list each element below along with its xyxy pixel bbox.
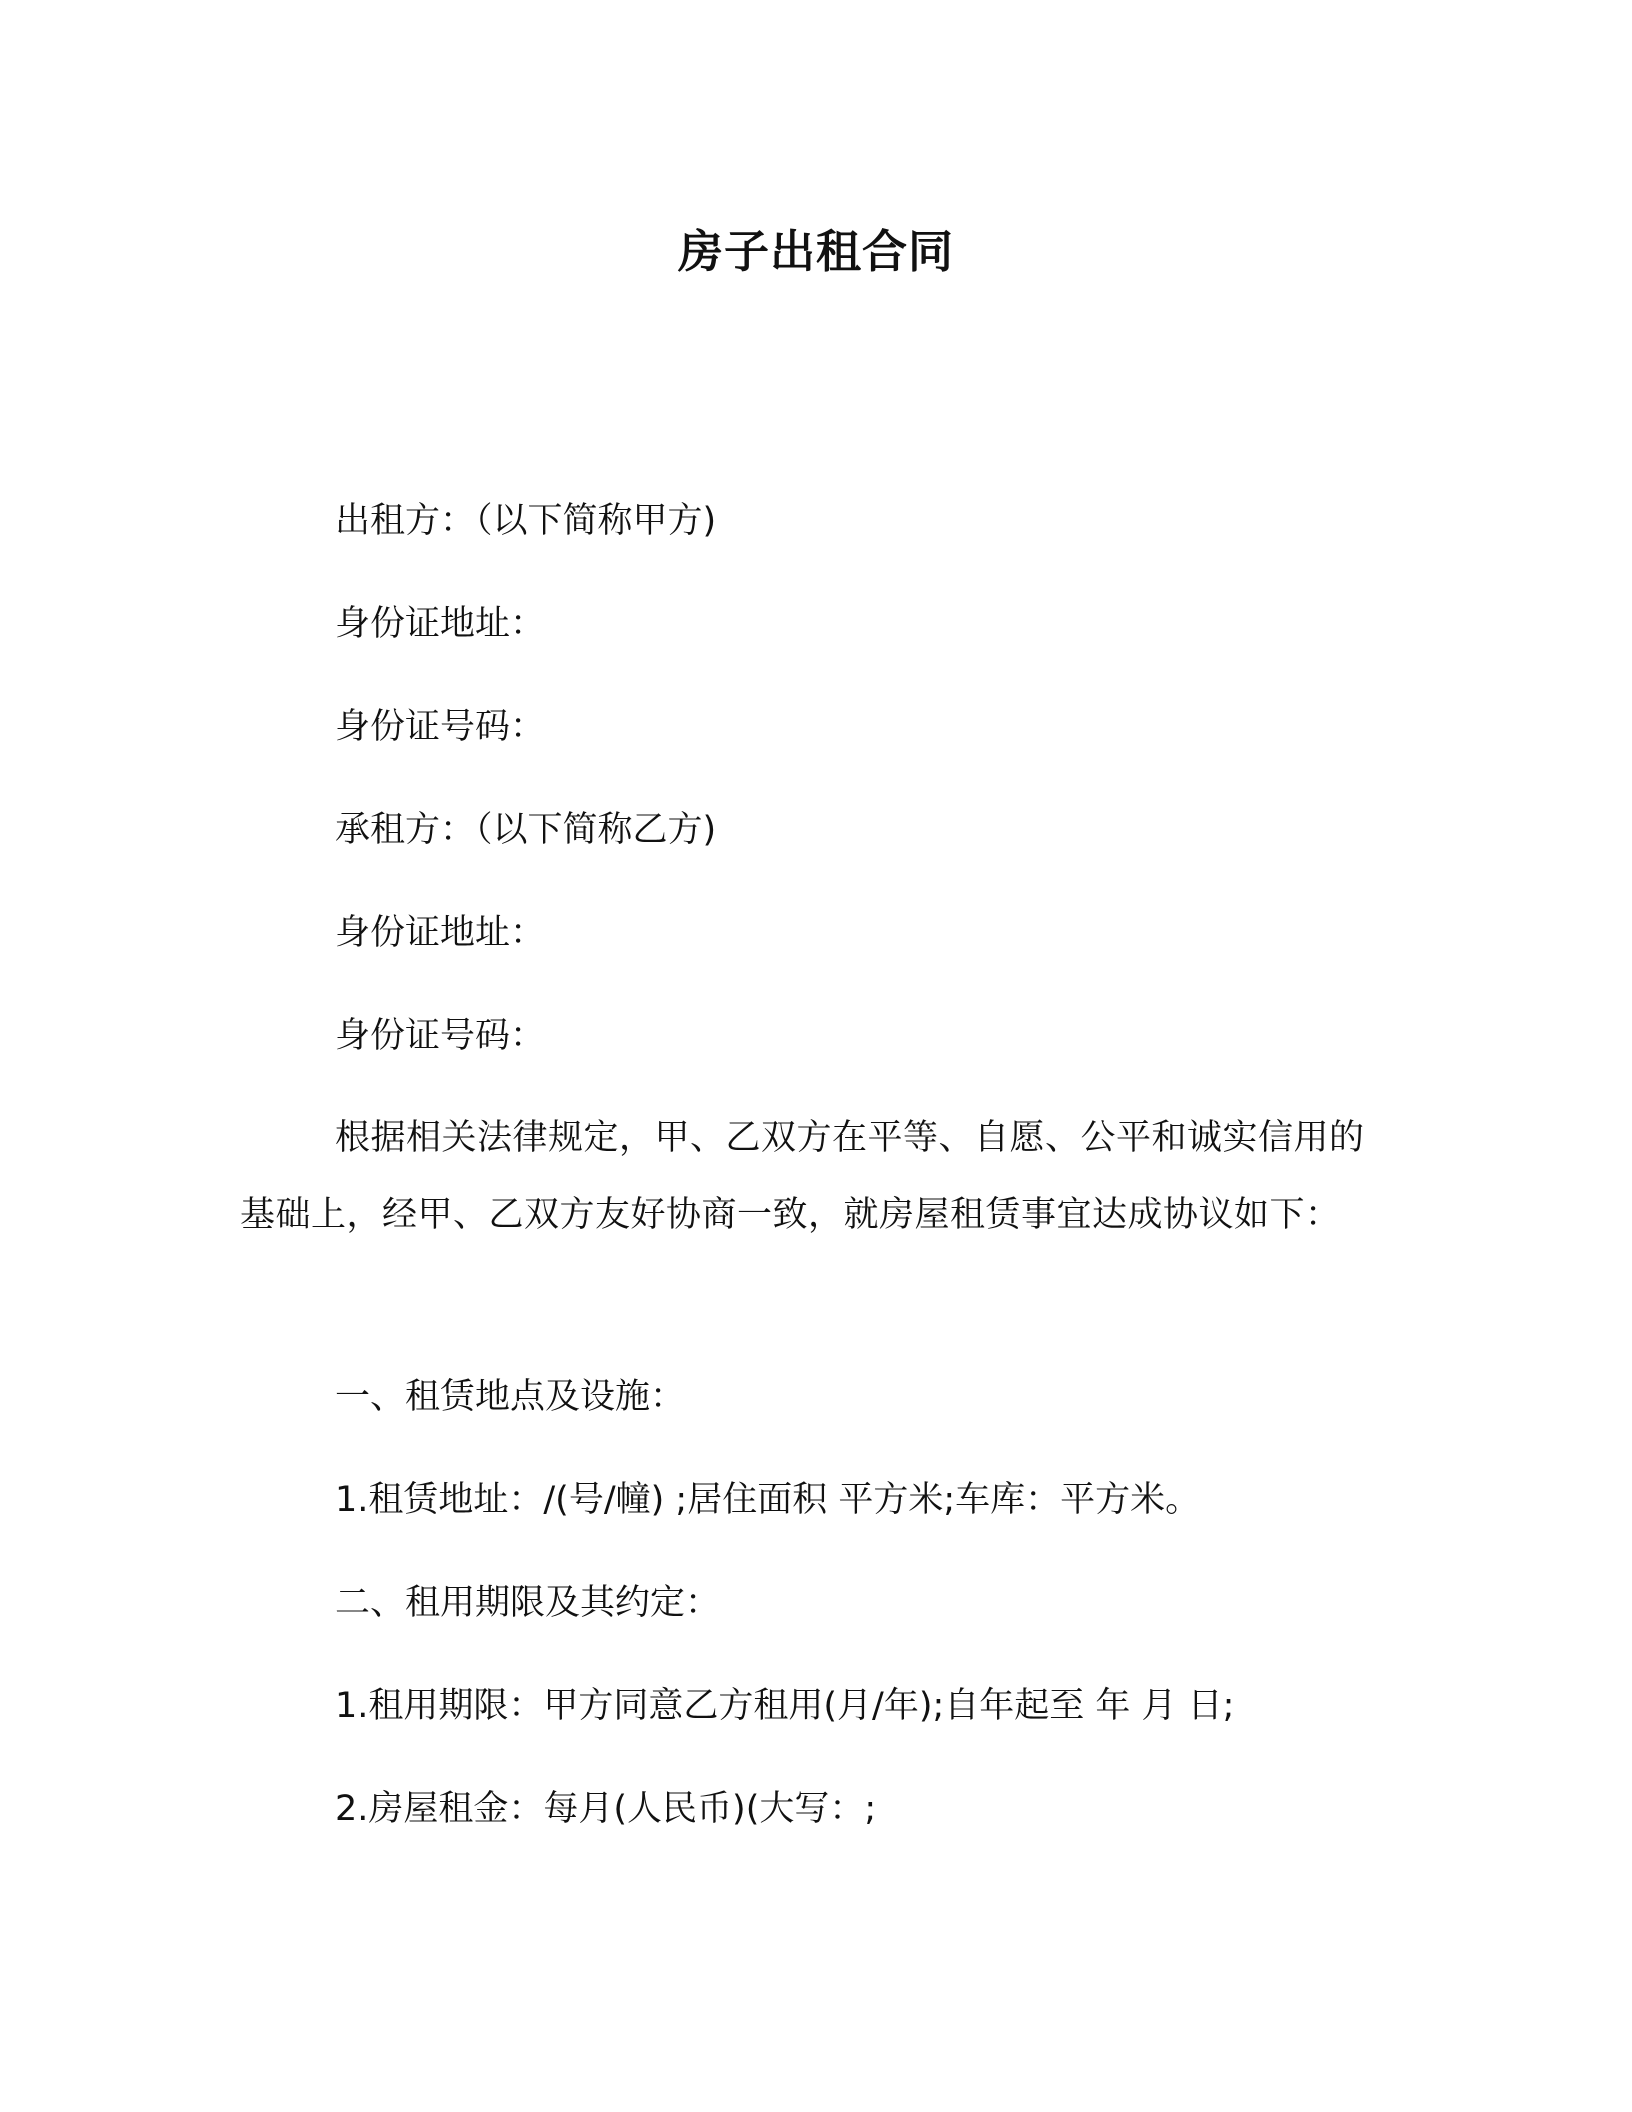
lessee-id-address-line: 身份证地址： [335, 913, 546, 953]
section2-item2: 2.房屋租金：每月(人民币)(大写：; [335, 1789, 877, 1829]
section1-item1: 1.租赁地址：/(号/幢) ;居住面积 平方米;车库：平方米。 [335, 1480, 1201, 1520]
section2-heading: 二、租用期限及其约定： [335, 1583, 721, 1623]
preamble-paragraph: 根据相关法律规定，甲、乙双方在平等、自愿、公平和诚实信用的基础上，经甲、乙双方友好协商一致，就房屋租赁事宜达成协议如下： [240, 1118, 1365, 1235]
section2-item1: 1.租用期限：甲方同意乙方租用(月/年);自年起至 年 月 日; [335, 1686, 1235, 1726]
lessee-id-number-line: 身份证号码： [335, 1016, 546, 1056]
lessor-id-number-line: 身份证号码： [335, 707, 546, 747]
section1-heading: 一、租赁地点及设施： [335, 1377, 686, 1417]
lessor-id-address-line: 身份证地址： [335, 604, 546, 644]
lessee-line: 承租方：（以下简称乙方) [335, 810, 717, 850]
lessor-line: 出租方：（以下简称甲方) [335, 501, 717, 541]
document-title: 房子出租合同 [677, 225, 954, 278]
